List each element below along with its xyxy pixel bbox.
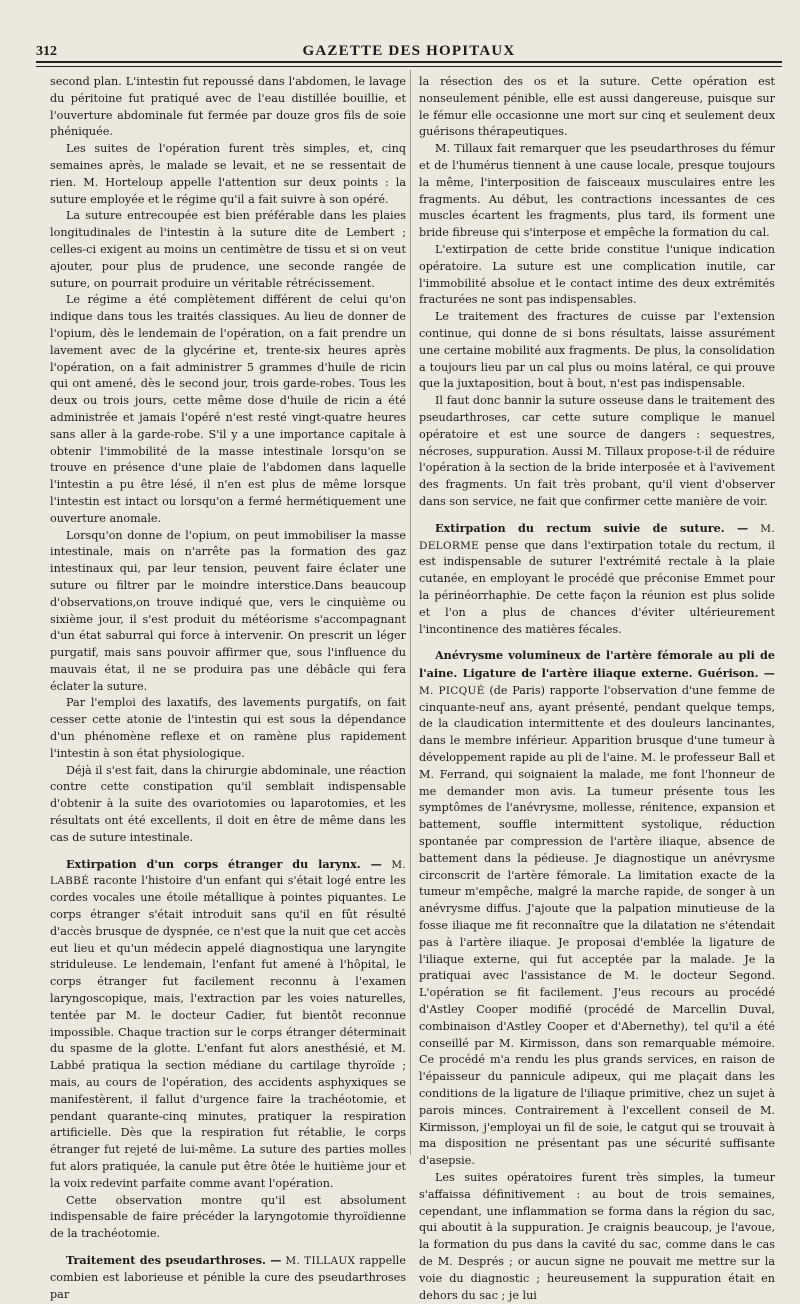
section-text: (de Paris) rapporte l'observation d'une femme de cinquante-neuf ans, ayant présenté, pendant quelque temps, de la claudication intermittente et des douleurs lancinantes, dans le membre inférieur. Apparition brusque d'une tumeur à développement rapide au pli de l'aine. M. le professeur Ball et M. Ferrand, qui soignaient la malade, me font l'honneur de me demander mon avis. La tumeur présente tous les symptômes de l'anévrysme, mollesse, rénitence, expansion et battement, souffle intermittent systolique, réduction spontanée par compression de l'artère iliaque, absence de battement dans la pédieuse. Je diagnostique un anévrysme circonscrit de l'artère fémorale. La limitation exacte de la tumeur m'empêche, malgré la marche rapide, de songer à un anévrysme diffus. J'ajoute que la palpation minutieuse de la fosse iliaque me fit reconnaître que la dilatation ne s'étendait pas à l'artère iliaque. Je proposai d'emblée la ligature de l'iliaque externe, qui fut acceptée par la malade. Je la pratiquai avec l'assistance de M. le docteur Segond. L'opération se fit facilement. J'eus recours au procédé d'Astley Cooper modifié (procédé de Marcellin Duval, combinaison d'Astley Cooper et d'Abernethy), tel qu'il a été conseillé par M. Kirmisson, dans son remarquable mémoire. Ce procédé m'a rendu les plus grands services, en raison de l'épaisseur du pannicule adipeux, qui me plaçait dans les conditions de la ligature de l'iliaque primitive, chez un sujet à parois minces. Contrairement à l'excellent conseil de M. Kirmisson, j'employai un fil de soie, le catgut qui se trouvait à ma disposition ne présentant pas une sécurité suffisante d'asepsie. — [419, 683, 775, 1168]
paragraph: Les suites opératoires furent très simples, la tumeur s'affaissa définitivement : au bout de trois semaines, cependant, une inflammation se forma dans la région du sac, qui aboutit à la suppuration. Je craignis beaucoup, je l'avoue, la formation du pus dans la cavité du sac, comme dans le cas de M. Després ; or aucun signe ne pouvait me mettre sur la voie du diagnostic ; heureusement la suppuration était en dehors du sac ; je lui — [419, 1171, 775, 1302]
section-larynx — [50, 856, 406, 1193]
section-anevrysme — [419, 647, 775, 1170]
section-text: raconte l'histoire d'un enfant qui s'était logé entre les cordes vocales une étoile métallique à pointes piquantes. Le corps étranger s'était introduit sans qu'il en fût résulté d'accès brusque de dyspnée, ce n'est que la nuit que cet accès eut lieu et qu'un médecin appelé diagnostiqua une laryngite striduleuse. Le lendemain, l'enfant fut amené à l'hôpital, le corps étranger fut facilement reconnu à l'examen laryngoscopique, mais, l'extraction par les voies naturelles, tentée par M. le docteur Cadier, fut bientôt reconnue impossible. Chaque traction sur le corps étranger déterminait du spasme de la glotte. L'enfant fut alors anesthésié, et M. Labbé pratiqua la section médiane du cartilage thyroïde ; mais, au cours de l'opération, des accidents asphyxiques se manifestèrent, il fallut d'urgence faire la trachéotomie, et pendant quarante-cinq minutes, pratiquer la respiration artificielle. Dès que la respiration fut rétablie, le corps étranger fut rejeté de lui-même. La suture des parties molles fut alors pratiquée, la canule put être ôtée le huitième jour et la voix redevint parfaite comme avant l'opération. — [50, 874, 406, 1190]
section-title: Anévrysme volumineux de l'artère fémorale au pli de l'aine. Ligature de l'artère iliaque externe. Guérison. — — [419, 648, 775, 681]
section-author: M. PICQUÉ — [419, 684, 485, 697]
paragraph: La suture entrecoupée est bien préférable dans les plaies longitudinales de l'intestin à la suture dite de Lembert ; celles-ci exigent au moins un centimètre de tissu et si on veut ajouter, pour plus de prudence, une seconde rangée de suture, on pourrait produire un véritable rétrécissement. — [50, 209, 406, 290]
section-author: M. TILLAUX — [285, 1254, 356, 1267]
paragraph: Le traitement des fractures de cuisse par l'extension continue, qui donne de si bons résultats, laisse assurément une certaine mobilité aux fragments. De plus, la consolidation a toujours lieu par un cal plus ou moins latéral, ce qui prouve que la juxtaposition, bout à bout, n'est pas indispensable. — [419, 310, 775, 391]
section-author: M. LABBÉ — [50, 858, 407, 888]
right-column — [419, 74, 775, 1302]
section-title: Extirpation d'un corps étranger du larynx. — — [66, 856, 382, 871]
paragraph: Lorsqu'on donne de l'opium, on peut immobiliser la masse intestinale, mais on n'arrête pas la formation des gaz intestinaux qui, par leur tension, peuvent faire éclater une suture ou filtrer par le moindre interstice.Dans beaucoup d'observations,on trouve indiqué que, vers le cinquième ou sixième jour, il s'est produit du météorisme s'accompagnant d'un état saburral qui force à intervenir. On prescrit un léger purgatif, mais sans pouvoir affirmer que, sous l'influence du mauvais état, il ne se produira pas une débâcle qui fera éclater la suture. — [50, 528, 406, 693]
paragraph: Le régime a été complètement différent de celui qu'on indique dans tous les traités classiques. Au lieu de donner de l'opium, dès le lendemain de l'opération, on a fait prendre un lavement avec de la glycérine et, trente-six heures après l'opération, on a fait administrer 5 grammes d'huile de ricin qui ont amené, dès le second jour, trois garde-robes. Tous les deux ou trois jours, cette même dose d'huile de ricin a été administrée et jamais l'opéré n'est resté vingt-quatre heures sans aller à la garde-robe. S'il y a une importance capitale à obtenir l'immobilité de la masse intestinale lorsqu'on se trouve en présence d'une plaie de l'abdomen dans laquelle l'intestin a pu être lésé, il n'en est plus de même lorsque l'intestin est intact ou lorsqu'on a fermé hermétiquement une ouverture anomale. — [50, 293, 406, 525]
left-column — [50, 74, 407, 1301]
section-rectum — [419, 520, 775, 639]
page-header — [36, 38, 782, 62]
paragraph: Par l'emploi des laxatifs, des lavements purgatifs, on fait cesser cette atonie de l'intestin qui est sous la dépendance d'un phénomène reflexe et on ramène plus rapidement l'intestin à son état physiologique. — [50, 696, 406, 760]
header-rule-thick — [36, 61, 782, 63]
section-pseudarthroses — [50, 1252, 406, 1303]
paragraph: L'extirpation de cette bride constitue l'unique indication opératoire. La suture est une complication inutile, car l'immobilité absolue et le contact intime des deux extrémités fracturées ne sont pas indispensables. — [419, 242, 775, 307]
paragraph: Déjà il s'est fait, dans la chirurgie abdominale, une réaction contre cette constipation qu'il semblait indispensable d'obtenir à la suite des ovariotomies ou laparotomies, et les résultats ont été excellents, il doit en être de même dans les cas de suture intestinale. — [50, 763, 406, 844]
section-title: Traitement des pseudarthroses. — — [66, 1252, 282, 1267]
section-text: rappelle combien est laborieuse et pénible la cure des pseudarthroses par — [50, 1253, 406, 1301]
paragraph: M. Tillaux fait remarquer que les pseudarthroses du fémur et de l'humérus tiennent à une cause locale, presque toujours la même, l'interposition de faisceaux musculaires entre les fragments. Au début, les contractions incessantes de ces muscles écartent les fragments, plus tard, ils forment une bride fibreuse qui s'interpose et empêche la formation du cal. — [419, 142, 775, 240]
section-text: pense que dans l'extirpation totale du rectum, il est indispensable de suturer l'extrémité rectale à la plaie cutanée, en employant le procédé que préconise Emmet pour la périnéorrhaphie. De cette façon la réunion est plus solide et l'on a plus de chances d'éviter ultérieurement l'incontinence des matières fécales. — [419, 538, 775, 636]
paragraph: la résection des os et la suture. Cette opération est nonseulement pénible, elle est aussi dangereuse, puisque sur le fémur elle occasionne une mort sur cinq et seulement deux guérisons thérapeutiques. — [419, 75, 775, 139]
section-author: M. DELORME — [419, 522, 775, 552]
paragraph: Il faut donc bannir la suture osseuse dans le traitement des pseudarthroses, car cette suture complique le manuel opératoire et est une source de dangers : sequestres, nécroses, suppuration. Aussi M. Tillaux propose-t-il de réduire l'opération à la section de la bride interposée et à l'avivement des fragments. Un fait très probant, qu'il vient d'observer dans son service, ne fait que confirmer cette manière de voir. — [419, 394, 775, 508]
section-title: Extirpation du rectum suivie de suture. — — [435, 520, 749, 535]
paragraph: Cette observation montre qu'il est absolument indispensable de faire précéder la laryngotomie thyroïdienne de la trachéotomie. — [50, 1193, 406, 1241]
page-number: 312 — [36, 44, 57, 59]
paragraph: second plan. L'intestin fut repoussé dans l'abdomen, le lavage du péritoine fut pratiqué avec de l'eau distillée bouillie, et l'ouverture abdominale fut fermée par douze gros fils de soie phéniquée. — [50, 75, 406, 139]
journal-title: GAZETTE DES HOPITAUX — [302, 43, 516, 59]
paragraph: Les suites de l'opération furent très simples, et, cinq semaines après, le malade se levait, et ne se ressentait de rien. M. Horteloup appelle l'attention sur deux points : la suture employée et le régime qu'il a fait suivre à son opéré. — [50, 142, 406, 206]
header-rule-thin — [36, 66, 782, 67]
column-divider — [410, 70, 411, 1155]
